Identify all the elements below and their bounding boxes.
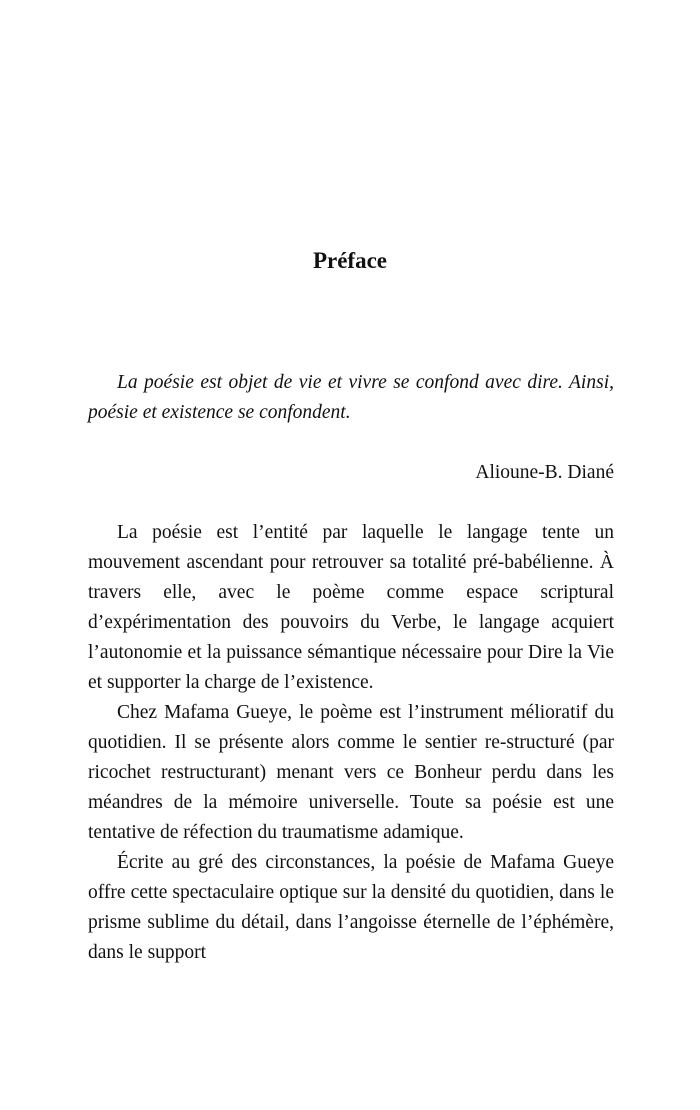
paragraph: Écrite au gré des circonstances, la poésie de Mafama Gueye offre cette spectaculaire optique sur la densité du quotidien, dans le prisme sublime du détail, dans l’angoisse éternelle de l’éphémère, dans le support	[88, 852, 614, 963]
page-title: Préface	[312, 248, 388, 273]
epigraph-quote: La poésie est objet de vie et vivre se confond avec dire. Ainsi, poésie et existence se confondent.	[88, 372, 614, 423]
paragraph: La poésie est l’entité par laquelle le langage tente un mouvement ascendant pour retrouver sa totalité pré-babélienne. À travers elle, avec le poème comme espace scriptural d’expérimentation des pouvoirs du Verbe, le langage acquiert l’autonomie et la puissance sémantique nécessaire pour Dire la Vie et supporter la charge de l’existence.	[88, 522, 614, 693]
epigraph-attribution: Alioune-B. Diané	[475, 462, 614, 483]
paragraph: Chez Mafama Gueye, le poème est l’instrument mélioratif du quotidien. Il se présente alors comme le sentier re-structuré (par ricochet restructurant) menant vers ce Bonheur perdu dans les méandres de la mémoire universelle. Toute sa poésie est une tentative de réfection du traumatisme adamique.	[88, 702, 614, 843]
preface-body	[88, 518, 614, 968]
